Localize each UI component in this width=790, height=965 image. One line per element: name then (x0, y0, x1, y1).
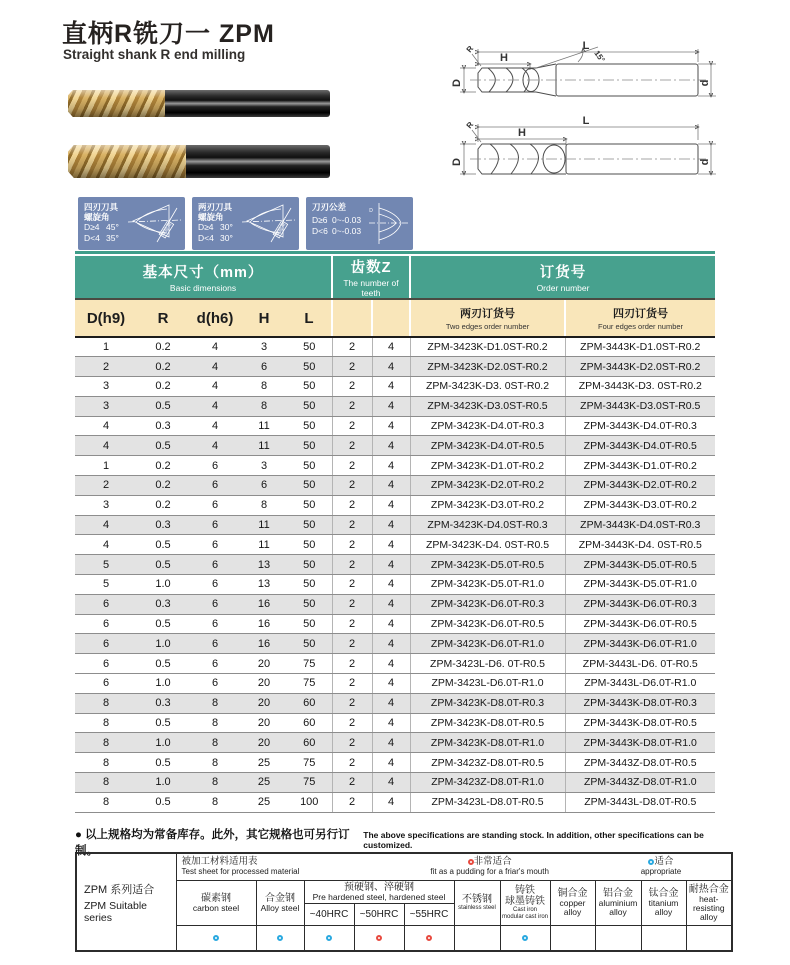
page-subtitle: Straight shank R end milling (63, 47, 246, 62)
header-number-of-teeth: 齿数Z The number of teeth (332, 256, 410, 299)
header-order-number: 订货号 Order number (410, 256, 715, 299)
col-alloy-steel: 合金钢 Alloy steel (256, 880, 304, 925)
edge-tolerance-diagram-icon (361, 200, 411, 247)
table-row: 2 0.2 4 6 50 2 4 ZPM-3423K-D2.0ST-R0.2 ZPM-3443K-D2.0ST-R0.2 (75, 357, 715, 377)
table-row: 6 0.3 6 16 50 2 4 ZPM-3423K-D6.0T-R0.3 ZPM-3443K-D6.0T-R0.3 (75, 594, 715, 614)
stock-note: ● 以上规格均为常备库存。此外，其它规格也可另行订制。 The above specifications are standing stock. In addition, other specifications can be customized. (75, 829, 704, 857)
table-row: 1 0.2 6 3 50 2 4 ZPM-3423K-D1.0T-R0.2 ZPM-3443K-D1.0T-R0.2 (75, 456, 715, 476)
table-row: 5 1.0 6 13 50 2 4 ZPM-3423K-D5.0T-R1.0 ZPM-3443K-D5.0T-R1.0 (75, 575, 715, 595)
table-row: 8 1.0 8 20 60 2 4 ZPM-3423K-D8.0T-R1.0 ZPM-3443K-D8.0T-R1.0 (75, 733, 715, 753)
table-row: 4 0.5 4 11 50 2 4 ZPM-3423K-D4.0T-R0.5 ZPM-3443K-D4.0T-R0.5 (75, 436, 715, 456)
svg-text:螺旋角: 螺旋角 (160, 221, 174, 238)
table-row: 8 0.5 8 25 100 2 4 ZPM-3423L-D8.0T-R0.5 ZPM-3443L-D8.0T-R0.5 (75, 792, 715, 812)
marker-50hrc (376, 935, 382, 941)
svg-text:螺旋角: 螺旋角 (274, 221, 288, 238)
col-aluminium-alloy: 铝合金 aluminium alloy (595, 880, 641, 925)
spec-box-edge-tolerance: 刀刃公差 D≥6 0~-0.03 D<6 0~-0.03 D (306, 197, 413, 250)
marker-40hrc (326, 935, 332, 941)
marker-cast-iron (522, 935, 528, 941)
dimension-label-d: d (699, 158, 711, 166)
helix-angle-diagram-icon (241, 200, 297, 247)
flute-section (68, 145, 186, 178)
product-photo-2 (68, 145, 330, 178)
dimensions-table-body (75, 337, 715, 812)
shank-section (186, 145, 330, 178)
dimension-label-L: L (582, 115, 590, 127)
dimensions-table (75, 256, 715, 813)
col-55hrc: ~55HRC (404, 903, 454, 925)
dimension-label-D: D (451, 79, 463, 87)
legend-suitable: 适合 appropriate (640, 856, 682, 877)
col-header-d: d(h6) (189, 299, 241, 337)
col-group-hardened-steel: 预硬钢、淬硬钢 Pre hardened steel, hardened steel (304, 880, 454, 903)
table-row: 8 0.5 8 20 60 2 4 ZPM-3423K-D8.0T-R0.5 ZPM-3443K-D8.0T-R0.5 (75, 713, 715, 733)
col-header-R: R (137, 299, 189, 337)
table-row: 3 0.5 4 8 50 2 4 ZPM-3423K-D3.0ST-R0.5 ZPM-3443K-D3.0ST-R0.5 (75, 396, 715, 416)
col-header-teeth-2 (332, 299, 372, 337)
table-row: 3 0.2 6 8 50 2 4 ZPM-3423K-D3.0T-R0.2 ZPM-3443K-D3.0T-R0.2 (75, 495, 715, 515)
spec-box-title: 两刃刀具 (198, 202, 233, 212)
spec-box-4flute-helix: 四刃刀具 螺旋角 D≥4 45° D<4 35° 螺旋角 (78, 197, 185, 250)
col-copper-alloy: 铜合金 copper alloy (550, 880, 595, 925)
dimension-label-H: H (500, 52, 508, 64)
table-row: 3 0.2 4 8 50 2 4 ZPM-3423K-D3. 0ST-R0.2 ZPM-3443K-D3. 0ST-R0.2 (75, 377, 715, 397)
dimension-label-D: D (451, 158, 463, 166)
helix-angle-diagram-icon (127, 200, 183, 247)
dimension-label-d: d (699, 79, 711, 87)
col-40hrc: ~40HRC (304, 903, 354, 925)
technical-diagram (448, 40, 786, 198)
table-row: 2 0.2 6 6 50 2 4 ZPM-3423K-D2.0T-R0.2 ZPM-3443K-D2.0T-R0.2 (75, 476, 715, 496)
spec-box-title: 四刃刀具 (84, 202, 119, 212)
col-stainless-steel: 不锈钢 stainless steel (454, 880, 500, 925)
series-label: ZPM 系列适合 ZPM Suitable series (76, 853, 176, 951)
table-row: 6 1.0 6 20 75 2 4 ZPM-3423L-D6.0T-R1.0 ZPM-3443L-D6.0T-R1.0 (75, 674, 715, 694)
table-row: 4 0.3 4 11 50 2 4 ZPM-3423K-D4.0T-R0.3 ZPM-3443K-D4.0T-R0.3 (75, 416, 715, 436)
diagram-tapered-endmill (451, 40, 716, 96)
table-row: 1 0.2 4 3 50 2 4 ZPM-3423K-D1.0ST-R0.2 ZPM-3443K-D1.0ST-R0.2 (75, 337, 715, 357)
header-basic-dimensions: 基本尺寸（mm） Basic dimensions (75, 256, 332, 299)
marker-carbon-steel (213, 935, 219, 941)
spec-box-2flute-helix: 两刃刀具 螺旋角 D≥4 30° D<4 30° 螺旋角 (192, 197, 299, 250)
marker-55hrc (426, 935, 432, 941)
shank-section (165, 90, 330, 117)
col-header-D: D(h9) (75, 299, 137, 337)
col-header-L: L (287, 299, 332, 337)
table-row: 6 0.5 6 20 75 2 4 ZPM-3423L-D6. 0T-R0.5 ZPM-3443L-D6. 0T-R0.5 (75, 654, 715, 674)
svg-text:D: D (369, 208, 373, 214)
col-cast-iron: 铸铁 球墨铸铁 Cast iron modular cast iron (500, 880, 550, 925)
dimension-label-H: H (518, 127, 526, 139)
flute-section (68, 90, 165, 117)
col-titanium-alloy: 钛合金 titanium alloy (641, 880, 686, 925)
legend-very-suitable: 非常适合 fit as a pudding for a friar's mouth (430, 856, 549, 877)
col-header-teeth-4 (372, 299, 410, 337)
table-row: 6 0.5 6 16 50 2 4 ZPM-3423K-D6.0T-R0.5 ZPM-3443K-D6.0T-R0.5 (75, 614, 715, 634)
table-row: 6 1.0 6 16 50 2 4 ZPM-3423K-D6.0T-R1.0 ZPM-3443K-D6.0T-R1.0 (75, 634, 715, 654)
angle-label: 15° (592, 48, 607, 65)
table-row: 8 0.3 8 20 60 2 4 ZPM-3423K-D8.0T-R0.3 ZPM-3443K-D8.0T-R0.3 (75, 693, 715, 713)
table-row: 8 1.0 8 25 75 2 4 ZPM-3423Z-D8.0T-R1.0 ZPM-3443Z-D8.0T-R1.0 (75, 773, 715, 793)
page-title: 直柄R铣刀一 ZPM (62, 20, 275, 48)
table-row: 5 0.5 6 13 50 2 4 ZPM-3423K-D5.0T-R0.5 ZPM-3443K-D5.0T-R0.5 (75, 555, 715, 575)
marker-alloy-steel (277, 935, 283, 941)
table-row: 4 0.3 6 11 50 2 4 ZPM-3423K-D4.0ST-R0.3 ZPM-3443K-D4.0ST-R0.3 (75, 515, 715, 535)
dimension-label-L: L (582, 40, 590, 52)
col-header-four-edges: 四刃订货号 Four edges order number (565, 299, 715, 337)
legend-row (176, 853, 732, 880)
spec-boxes (78, 197, 413, 250)
table-row: 4 0.5 6 11 50 2 4 ZPM-3423K-D4. 0ST-R0.5 ZPM-3443K-D4. 0ST-R0.5 (75, 535, 715, 555)
col-heat-resisting-alloy: 耐热合金 heat-resisting alloy (686, 880, 732, 925)
suitability-table (75, 852, 733, 952)
diagram-straight-endmill (451, 115, 716, 174)
table-row: 8 0.5 8 25 75 2 4 ZPM-3423Z-D8.0T-R0.5 ZPM-3443Z-D8.0T-R0.5 (75, 753, 715, 773)
col-header-H: H (241, 299, 287, 337)
spec-box-title: 刀刃公差 (312, 202, 347, 212)
bullet-icon: ● (75, 829, 82, 841)
dimension-label-R: R (464, 120, 476, 131)
col-50hrc: ~50HRC (354, 903, 404, 925)
dimension-label-R: R (464, 44, 476, 55)
divider (75, 251, 715, 254)
sheet-title: 被加工材料适用表 Test sheet for processed material (181, 856, 300, 877)
product-photo-1 (68, 90, 330, 117)
col-header-two-edges: 两刃订货号 Two edges order number (410, 299, 565, 337)
col-carbon-steel: 碳素钢 carbon steel (176, 880, 256, 925)
